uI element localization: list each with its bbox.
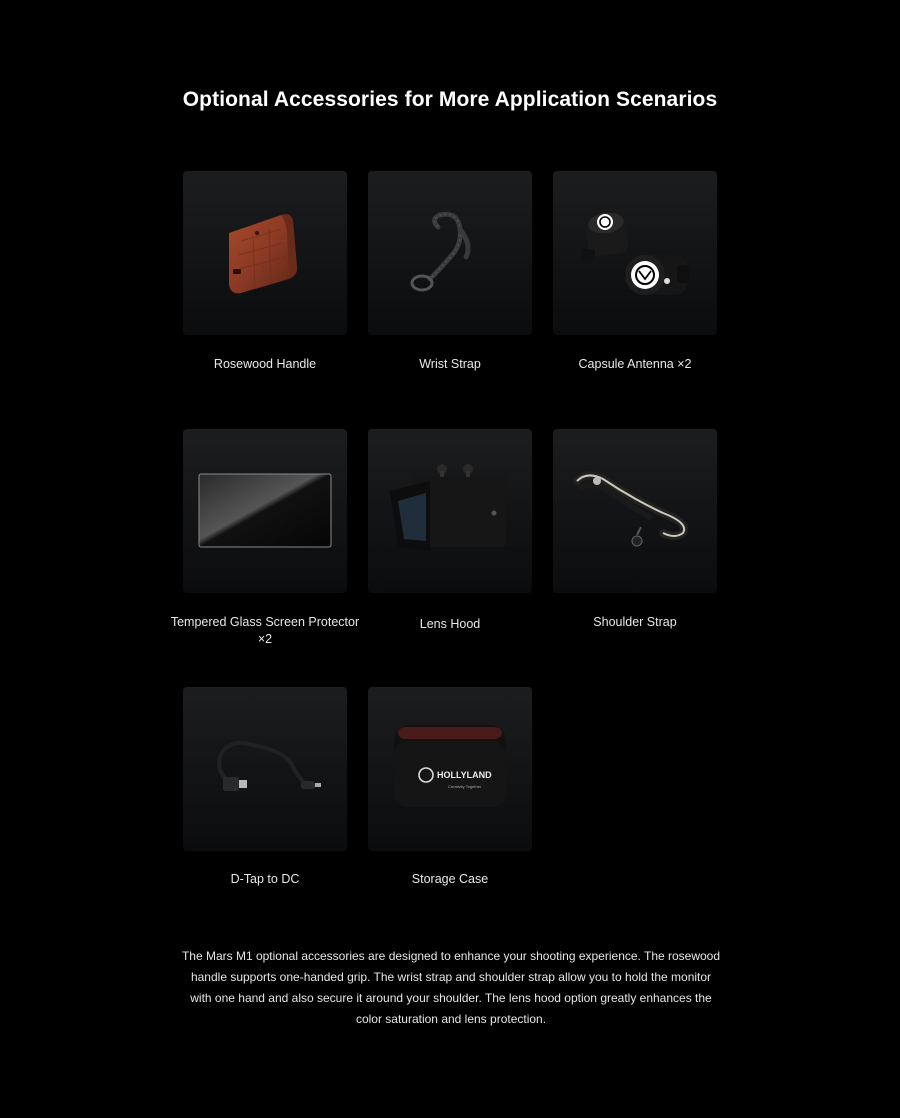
accessory-card-lens-hood[interactable]: [368, 429, 532, 593]
case-logo-tagline: Creativity Together: [448, 784, 482, 789]
accessory-card-rosewood-handle[interactable]: [183, 171, 347, 335]
shoulder-strap-icon: [553, 429, 717, 593]
rosewood-handle-icon: [183, 171, 347, 335]
accessory-card-capsule-antenna[interactable]: [553, 171, 717, 335]
accessory-card-dtap-cable[interactable]: [183, 687, 347, 851]
accessory-label-lens-hood: Lens Hood: [419, 617, 481, 631]
accessory-card-shoulder-strap[interactable]: [553, 429, 717, 593]
accessory-label-rosewood-handle: Rosewood Handle: [213, 357, 317, 371]
accessory-card-storage-case[interactable]: [368, 687, 532, 851]
glass-screen-protector-icon: [183, 429, 347, 593]
wrist-strap-icon: [368, 171, 532, 335]
lens-hood-icon: [368, 429, 532, 593]
dtap-cable-icon: [183, 687, 347, 851]
capsule-antenna-icon: [553, 171, 717, 335]
accessory-label-storage-case: Storage Case: [411, 872, 489, 886]
accessory-label-shoulder-strap: Shoulder Strap: [593, 615, 677, 629]
page-title: Optional Accessories for More Application Scenarios: [182, 88, 718, 111]
storage-case-icon: [368, 687, 532, 851]
accessory-card-glass-screen-protector[interactable]: [183, 429, 347, 593]
accessory-label-glass-screen-protector: Tempered Glass Screen Protector ×2: [170, 615, 360, 646]
case-logo-brand: HOLLYLAND: [437, 770, 492, 780]
accessory-card-wrist-strap[interactable]: [368, 171, 532, 335]
accessories-description: The Mars M1 optional accessories are designed to enhance your shooting experience. The rosewood handle supports one-handed grip. The wrist strap and shoulder strap allow you to hold the monitor with one hand and also secure it around your shoulder. The lens hood option greatly enhances the color saturation and lens protection.: [181, 949, 721, 1026]
accessory-label-capsule-antenna: Capsule Antenna ×2: [578, 357, 692, 371]
accessory-label-wrist-strap: Wrist Strap: [419, 357, 481, 371]
accessory-label-dtap-cable: D-Tap to DC: [230, 872, 300, 886]
